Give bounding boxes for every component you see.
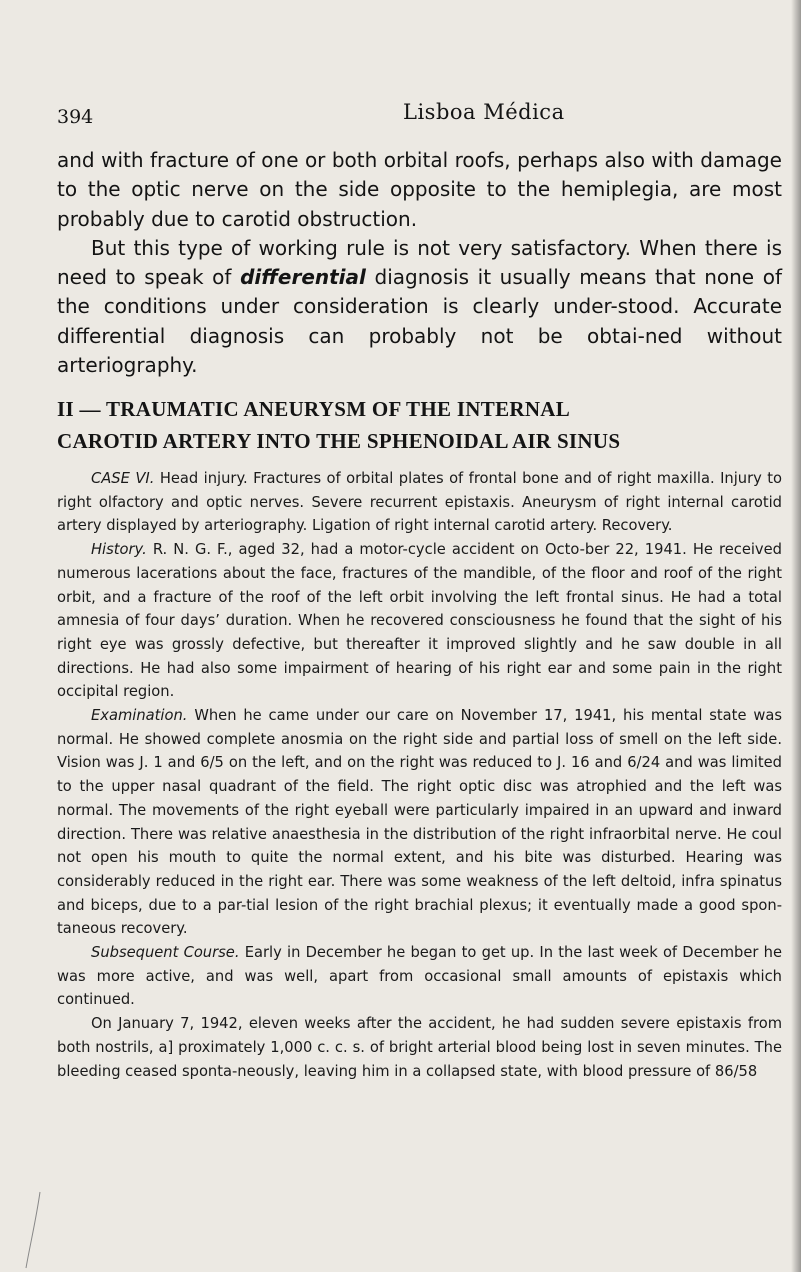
examination-label: Examination. bbox=[91, 707, 188, 725]
intro-text bbox=[57, 146, 782, 380]
section-heading-line-2: CAROTID ARTERY INTO THE SPHENOIDAL AIR SINUS bbox=[57, 429, 621, 453]
history-label: History. bbox=[91, 541, 147, 559]
intro-p2-text-a: But this type of working rule is not very satisfactory. When there is need to speak of bbox=[57, 235, 782, 290]
case-summary-paragraph bbox=[57, 467, 782, 538]
case-body bbox=[57, 467, 782, 1083]
intro-p2-text-b: diagnosis it usually means that none of the conditions under consideration is clearly under-stood. Accurate differential diagnosis can probably not be obtai-ned without arteriography. bbox=[57, 265, 783, 378]
history-text: R. N. G. F., aged 32, had a motor-cycle accident on Octo-ber 22, 1941. He received numerous lacerations about the face, fractures of the mandible, of the floor and roof of the right orbit, and a fracture of the roof of the left orbit involving the left frontal sinus. He had a total amnesia of four days’ duration. When he recovered consciousness he found that the sight of his right eye was grossly defective, but thereafter it improved slightly and he saw double in all directions. He had also some impairment of hearing of his right ear and some pain in the right occipital region. bbox=[57, 541, 782, 701]
page-edge-shadow bbox=[791, 0, 801, 1272]
intro-p2-emphasis: differential bbox=[240, 265, 366, 290]
subsequent-course-label: Subsequent Course. bbox=[91, 944, 240, 962]
case-label: CASE VI. bbox=[91, 470, 155, 487]
examination-paragraph bbox=[57, 704, 782, 941]
running-head bbox=[57, 100, 757, 126]
case-summary-text: Head injury. Fractures of orbital plates of frontal bone and of right maxilla. Injury to right olfactory and optic nerves. Severe recurrent epistaxis. Aneurysm of right internal carotid artery displayed by arteriography. Ligation of right internal carotid artery. Recovery. bbox=[57, 470, 783, 535]
section-heading-line-1: II — TRAUMATIC ANEURYSM OF THE INTERNAL bbox=[57, 397, 571, 421]
intro-paragraph-1: and with fracture of one or both orbital roofs, perhaps also with damage to the optic nerve on the side opposite to the hemiplegia, are most probably due to carotid obstruction. bbox=[57, 148, 782, 231]
intro-paragraph-2 bbox=[57, 234, 782, 380]
page-number: 394 bbox=[57, 106, 94, 128]
january-paragraph: On January 7, 1942, eleven weeks after the accident, he had sudden severe epistaxis from both nostrils, a] proximately 1,000 c. c. s. of bright arterial blood being lost in seven minutes. The bleeding ceased sponta-neously, leaving him in a collapsed state, with blood pressure of 86/58 bbox=[57, 1015, 782, 1080]
history-paragraph bbox=[57, 538, 782, 704]
subsequent-course-text: Early in December he began to get up. In the last week of December he was more active, and was well, apart from occasional small amounts of epistaxis which continued. bbox=[57, 944, 782, 1009]
subsequent-course-paragraph bbox=[57, 941, 782, 1012]
examination-text: When he came under our care on November 17, 1941, his mental state was normal. He showed complete anosmia on the right side and partial loss of smell on the left side. Vision was J. 1 and 6/5 on the left, and on the right was reduced to J. 16 and 6/24 and was limited to the upper nasal quadrant of the field. The right optic disc was atrophied and the left was normal. The movements of the right eyeball were particularly impaired in an upward and inward direction. There was relative anaesthesia in the distribution of the right infraorbital nerve. He coul not open his mouth to quite the normal extent, and his bite was disturbed. Hearing was considerably reduced in the right ear. There was some weakness of the left deltoid, infra spinatus and biceps, due to a par-tial lesion of the right brachial plexus; it eventually made a good spon-taneous recovery. bbox=[57, 707, 782, 938]
section-heading bbox=[57, 393, 782, 457]
journal-title: Lisboa Médica bbox=[403, 100, 565, 124]
pencil-mark-icon bbox=[24, 1190, 42, 1270]
